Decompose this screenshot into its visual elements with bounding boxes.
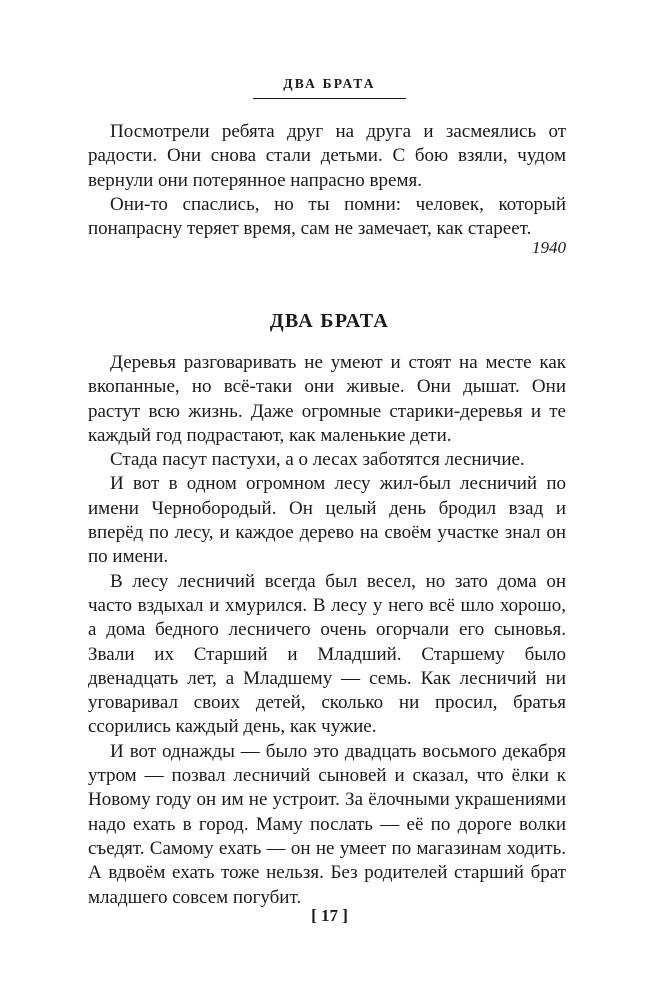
- story-body: [88, 351, 566, 910]
- previous-story-ending: [88, 120, 566, 241]
- paragraph: И вот однажды — было это двадцать восьмого декабря утром — позвал лесничий сыновей и сказал, что ёлки к Новому году он им не устроит. За ёлочными украшениями надо ехать в город. Маму послать — её по дороге волки съедят. Самому ехать — он не умеет по магазинам ходить. А вдвоём ехать тоже нельзя. Без родителей старший брат младшего совсем погубит.: [88, 740, 566, 908]
- running-head-rule: [253, 98, 406, 99]
- paragraph: В лесу лесничий всегда был весел, но зато дома он часто вздыхал и хмурился. В лесу у него всё шло хорошо, а дома бедного лесничего очень огорчали его сыновья. Звали их Старший и Младший. Старшему было двенадцать лет, а Младшему — семь. Как лесничий ни уговаривал своих детей, сколько ни просил, братья ссорились каждый день, как чужие.: [88, 570, 566, 738]
- running-head: ДВА БРАТА: [283, 76, 376, 91]
- paragraph: Они-то спаслись, но ты помни: человек, который понапрасну теряет время, сам не замечает, как стареет.: [88, 193, 566, 240]
- paragraph: И вот в одном огромном лесу жил-был лесничий по имени Чернобородый. Он целый день бродил взад и вперёд по лесу, и каждое дерево на своём участке знал он по имени.: [88, 473, 566, 568]
- story-year: 1940: [532, 238, 566, 257]
- paragraph: Стада пасут пастухи, а о лесах заботятся лесничие.: [110, 449, 525, 471]
- paragraph: Деревья разговаривать не умеют и стоят на месте как вкопанные, но всё-таки они живые. Они дышат. Они растут всю жизнь. Даже огромные старики-деревья и те каждый год подрастают, как маленькие дети.: [88, 352, 566, 446]
- page-number: [ 17 ]: [311, 906, 348, 925]
- story-title: ДВА БРАТА: [269, 310, 390, 332]
- paragraph: Посмотрели ребята друг на друга и засмеялись от радости. Они снова стали детьми. С бою взяли, чудом вернули они потерянное напрасно время.: [88, 121, 566, 191]
